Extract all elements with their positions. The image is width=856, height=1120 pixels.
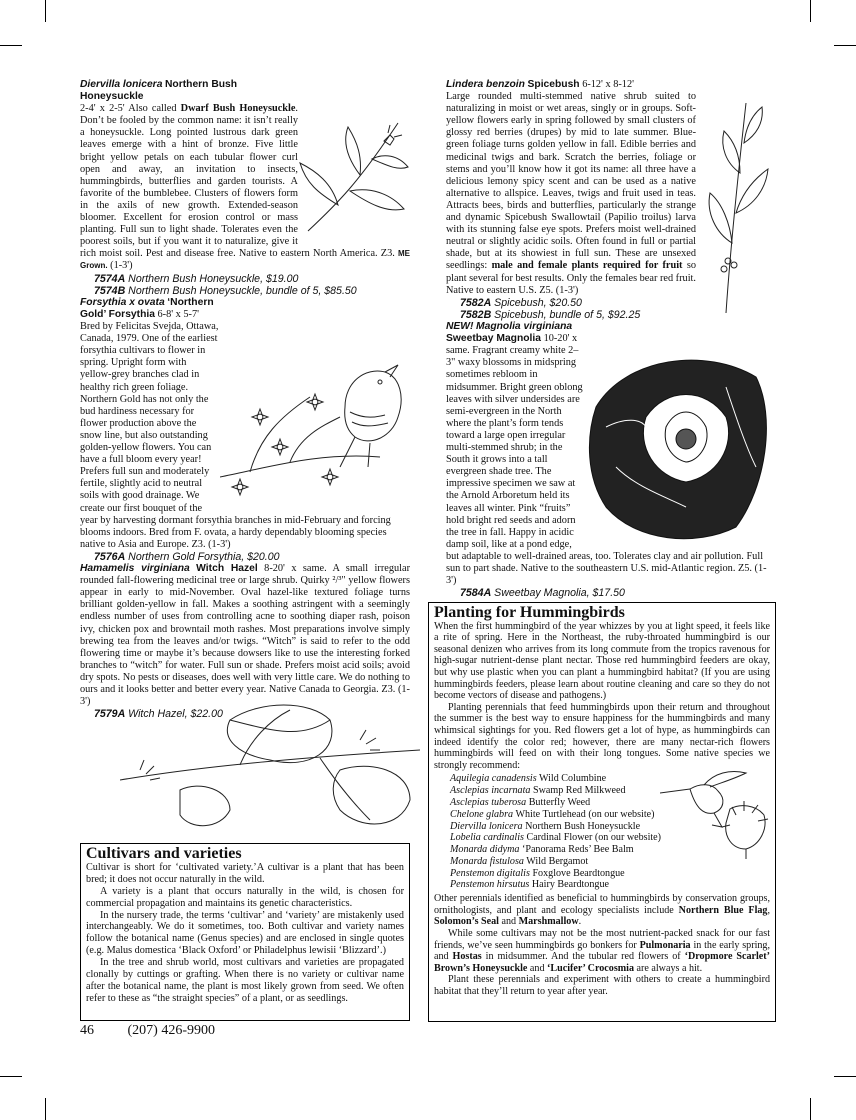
- p4-and: and: [529, 962, 545, 974]
- sku-code: 7584A: [460, 587, 492, 600]
- crop-mark: [0, 45, 22, 46]
- diervilla-latin: Diervilla lonicera: [80, 79, 163, 90]
- diervilla-entry: Diervilla lonicera Northern Bush Honeysuckle 2-4' x 2-5' Also called Dwarf Bush Honeysuckle. Don’t be fooled by the common name: it isn’t really a honeysuckle. Long pointed lustrous dark green leaves emerge with a hint of bronze. Five little bright yellow petals on each tubular flower curl open and away, an invitation to insects, hummingbirds, butterflies and garden tourists. A favorite of the bumblebee. Clusters of flowers form in the axils of new growth. Extended-season bloomer. Excellent for erosion control or mass planting. Full sun to light shade. Tolerates even the poorest soils, but if you want it to naturalize, give it rich moist soil. Pest and disease free. Native to eastern North America. Z3. ME Grown. (1-3') 7574A Northern Bush Honeysuckle, $19.00 7574B Northern Bush Honeysuckle, bundle of 5, $85.50: [80, 79, 410, 297]
- hummingbird-p1: When the first hummingbird of the year whizzes by you at light speed, it feels like a rite of spring. Here in the Northeast, the ruby-throated hummingbird is our seasonal denizen who arrives from its long commute from the tropics ravenous for high-sugar nutrient-dense plant nectar. Those red hummingbird feeders are okay, but why use plastic when you can plant a hummingbird habitat? (If you are using hummingbirds feeders, please learn about routine cleaning and care so they do not become vectors of disease and pathogens.): [434, 620, 770, 702]
- hummingbird-p5: Plant these perennials and experiment with others to create a hummingbird habitat that they’ll return to year after year.: [434, 974, 770, 998]
- plant-common: White Turtlehead (on our website): [515, 808, 655, 820]
- p4-crocosmia: ‘Lucifer’ Crocosmia: [547, 962, 635, 974]
- sku-line: [80, 273, 410, 285]
- sku-code: 7574B: [94, 284, 126, 297]
- lindera-body2: so plant several for best results. Only the females bear red fruit. Native to eastern U.S. Z5. (1-3'): [446, 260, 697, 296]
- p4-text: are always a hit.: [636, 962, 703, 974]
- crop-mark: [0, 1076, 22, 1077]
- diervilla-alt-name: Dwarf Bush Honeysuckle: [180, 103, 296, 115]
- sku-desc: Northern Bush Honeysuckle, bundle of 5, $85.50: [128, 284, 357, 297]
- p4-text: While some cultivars may not be the most nutrient-packed snack for our fast friends, we’ve seen hummingbirds go bonkers for: [434, 928, 770, 951]
- cultivars-p1: Cultivar is short for ‘cultivated variety.’A cultivar is a plant that has been bred; it does not occur naturally in the wild.: [86, 861, 404, 885]
- sku-line: [446, 587, 776, 599]
- sku-line: [80, 551, 410, 563]
- forsythia-common: ‘Northern Gold’ Forsythia: [80, 296, 214, 320]
- p3-text: Other perennials identified as beneficial to hummingbirds by conservation groups, ornithologists, and plant and ecology specialists include: [434, 893, 770, 916]
- plant-latin: Diervilla lonicera: [450, 820, 523, 832]
- p3-marshmallow: Marshmallow: [518, 916, 579, 928]
- lindera-bold-note: male and female plants required for fruit: [491, 260, 683, 272]
- crop-mark: [810, 0, 811, 22]
- sku-desc: Sweetbay Magnolia, $17.50: [494, 587, 625, 600]
- sku-desc: Spicebush, bundle of 5, $92.25: [494, 308, 641, 321]
- cultivars-p4: In the tree and shrub world, most cultivars and varieties are propagated clonally by cuttings or grafting. When there is no variety or cultivar name after the botanical name, the plant is most likely grown from seed. We often refer to these as “the straight species” of a plant, or as seedlings.: [86, 957, 404, 1004]
- magnolia-latin: Magnolia virginiana: [476, 321, 573, 333]
- sku-code: 7576A: [94, 550, 126, 563]
- diervilla-height: (1-3'): [110, 260, 133, 272]
- crop-mark: [45, 1098, 46, 1120]
- lindera-body: Large rounded multi-stemmed native shrub suited to naturalizing in moist or wet areas, singly or in groups. Soft-yellow flowers early in spring followed by small clusters of glossy red berries (drupes) by mid to late summer. Blue-green foliage turns golden yellow in fall. Edible berries and medicinal twigs and bark. Scratch the berries, foliage or stems and you’ll know how it got its name: all three have a delicious lemony spicy scent and can be used as a native alternative to allspice. Leaves, twigs and fruit used in teas. Attracts bees, birds and butterflies, particularly the strange and dynamic Spicebush Swallowtail (Papilio troilus) larva with its stunning false eye spots. Prefers moist well-drained neutral or slightly acidic soils. Often found in full or partial shade, but at its showiest in full sun. These are unsexed seedlings:: [446, 91, 696, 272]
- plant-latin: Monarda fistulosa: [450, 855, 524, 867]
- magnolia-entry: [446, 321, 776, 599]
- sku-desc: Northern Gold Forsythia, $20.00: [128, 550, 280, 563]
- forsythia-body: 6-8' x 5-7' Bred by Felicitas Svejda, Ottawa, Canada, 1979. One of the earliest forsythia cultivars to flower in spring. Upright form with yellow-grey branches clad in healthy rich green foliage. Northern Gold has not only the bud hardiness necessary for flower production above the snow line, but also outstanding golden-yellow flowers. You can have a full bloom every year! Prefers full sun and moderately fertile, slightly acid to neutral soils with good drainage. We create our first bouquet of the year by harvesting dormant forsythia branches in mid-February and forcing blooms indoors. Bred from F. ovata, a hardy dependably blooming species native to Asia and Europe. Z3. (1-3'): [80, 309, 391, 550]
- plant-latin: Asclepias tuberosa: [450, 796, 527, 808]
- diervilla-body: Don’t be fooled by the common name: it isn’t really a honeysuckle. Long pointed lustrous dark green leaves emerge with a hint of bronze. Five little bright yellow petals on each tubular flower curl open and away, an invitation to insects, hummingbirds, butterflies and garden tourists. A favorite of the bumblebee. Clusters of flowers form in the axils of new growth. Extended-season bloomer. Excellent for erosion control or mass planting. Full sun to light shade. Tolerates even the poorest soils, but if you want it to naturalize, give it rich moist soil. Pest and disease free. Native to eastern North America. Z3.: [80, 115, 395, 260]
- hummingbird-p4: [434, 928, 770, 974]
- p4-text: in the early spring, and: [434, 939, 770, 963]
- hummingbird-title: Planting for Hummingbirds: [434, 604, 625, 621]
- sku-code: 7582B: [460, 308, 492, 321]
- plant-latin: Aquilegia canadensis: [450, 773, 537, 785]
- left-column: [80, 79, 410, 720]
- cultivars-title: Cultivars and varieties: [86, 845, 242, 862]
- plant-list-item: [450, 868, 770, 880]
- hamamelis-latin: Hamamelis virginiana: [80, 563, 190, 575]
- spicebush-illustration: [696, 93, 776, 313]
- plant-common: Hairy Beardtongue: [531, 879, 609, 891]
- plant-latin: Penstemon digitalis: [450, 867, 530, 879]
- hummingbird-p3: Other perennials identified as beneficial to hummingbirds by conservation groups, ornithologists, and plant and ecology specialists include Northern Blue Flag, Solomon’s Seal and Marshmallow.: [434, 893, 770, 928]
- lindera-entry: [446, 79, 776, 321]
- cultivars-box: [80, 843, 410, 1021]
- page-footer: [80, 1023, 245, 1039]
- crop-mark: [810, 1098, 811, 1120]
- p3-solomons-seal: Solomon’s Seal: [434, 916, 499, 928]
- magnolia-new-label: NEW!: [446, 321, 474, 333]
- honeysuckle-illustration: [298, 113, 410, 239]
- sku-code: 7579A: [94, 708, 126, 721]
- hummingbird-illustration: [660, 769, 770, 859]
- phone-number: (207) 426-9900: [127, 1023, 215, 1038]
- p3-and: and: [501, 916, 517, 928]
- plant-latin: Asclepias incarnata: [450, 785, 531, 797]
- crop-mark: [834, 1076, 856, 1077]
- sku-code: 7574A: [94, 272, 126, 285]
- p4-pulmonaria: Pulmonaria: [639, 939, 691, 951]
- sku-desc: Spicebush, $20.50: [494, 296, 582, 309]
- hamamelis-body: 8-20' x same. A small irregular rounded fall-flowering medicinal tree or large shrub. Quirky ²/³" yellow flowers appear in early to mid-November. Oval hazel-like textured foliage turns brilliant golden-yellow in fall. Makes a soothing astringent with a seemingly endless number of uses from controlling acne to soothing diaper rash, poison ivy, chicken pox and browntail moth rashes. Most preparations involve simply brewing tea from the leaves and/or twigs. “Witch” is said to refer to the odd flowering time or maybe it’s because dowsers like to use the interesting forked branches to “witch” for water. Full sun or shade. Prefers moist acid soils; avoid dry spots. No pests or diseases, does well with very little care. We do nothing to ours and it looks better and better every year. Native Canada to Georgia. Z3. (1-3'): [80, 563, 410, 708]
- lindera-common: Spicebush: [527, 79, 580, 90]
- hamamelis-common: Witch Hazel: [196, 563, 258, 575]
- plant-latin: Lobelia cardinalis: [450, 832, 524, 844]
- plant-common: Swamp Red Milkweed: [533, 785, 626, 797]
- plant-latin: Penstemon hirsutus: [450, 879, 530, 891]
- right-column: [446, 79, 776, 599]
- crop-mark: [45, 0, 46, 22]
- forsythia-latin: Forsythia x ovata: [80, 296, 165, 308]
- forsythia-entry: [80, 297, 410, 563]
- crop-mark: [834, 45, 856, 46]
- plant-common: Northern Bush Honeysuckle: [525, 820, 641, 832]
- p4-text: in midsummer. And the tubular red flowers of: [485, 951, 681, 963]
- sku-desc: Northern Bush Honeysuckle, $19.00: [128, 272, 299, 285]
- diervilla-size: 2-4' x 2-5' Also called: [80, 103, 181, 115]
- sku-desc: Witch Hazel, $22.00: [128, 708, 223, 721]
- lindera-dims: 6-12' x 8-12': [582, 79, 634, 90]
- hummingbird-p2: Planting perennials that feed hummingbirds upon their return and throughout the summer is the best way to ensure happiness for the hummingbirds and many whimsical sightings for you. Red flowers get a lot of hype, as hummingbirds can indeed identify the color red; however, there are many nectar-rich flowers hummingbirds will feed on with their long tongues. Some native species we strongly recommend:: [434, 701, 770, 771]
- plant-common: Wild Columbine: [538, 773, 607, 785]
- cultivars-p3: In the nursery trade, the terms ‘cultivar’ and ‘variety’ are mistakenly used interchangeably. We do it sometimes, too. Both cultivar and variety names follow the botanical name (Genus species) and are enclosed in single quotes (e.g. Malus domestica ‘Black Oxford’ or Philadelphus lewisii ‘Blizzard’.): [86, 909, 404, 957]
- p4-hostas: Hostas: [452, 951, 482, 963]
- magnolia-common: Sweetbay Magnolia: [446, 333, 541, 345]
- plant-latin: Monarda didyma: [450, 844, 520, 856]
- cultivars-p2: A variety is a plant that occurs naturally in the wild, is chosen for commercial propagation and maintains its genetic characteristics.: [86, 885, 404, 909]
- diervilla-common: Northern Bush Honeysuckle: [80, 79, 238, 103]
- me-grown-badge: ME Grown.: [80, 249, 410, 271]
- plant-latin: Chelone glabra: [450, 808, 514, 820]
- plant-common: ‘Panorama Reds’ Bee Balm: [521, 844, 634, 856]
- page-number: 46: [80, 1023, 94, 1038]
- magnolia-illustration: [586, 347, 776, 547]
- sku-code: 7582A: [460, 296, 492, 309]
- plant-common: Foxglove Beardtongue: [532, 867, 625, 879]
- magnolia-body: 10-20' x same. Fragrant creamy white 2–3" waxy blossoms in midspring sometimes rebloom in midsummer. Bright green oblong leaves with silver undersides are semi-evergreen in the North where the plant’s form tends toward a large open irregular multi-stemmed shrub; in the South it grows into a tall evergreen shade tree. The impressive specimen we saw at the Arnold Arboretum held its leaves all winter. Pink “fruits” hold bright red seeds and adorn the tree in fall. Happy in acidic damp soil, like at a pond edge, but adaptable to well-drained areas, too. Tolerates clay and air pollution. Full sun to part shade. Native to the southeastern U.S. mid-Atlantic region. Z5. (1-3'): [446, 333, 767, 587]
- plant-common: Wild Bergamot: [526, 855, 589, 867]
- p4-honeysuckle: ‘Dropmore Scarlet’ Brown’s Honeysuckle: [434, 951, 770, 974]
- sku-line: [80, 285, 410, 297]
- witch-hazel-illustration: [120, 680, 420, 840]
- lindera-latin: Lindera benzoin: [446, 79, 525, 90]
- plant-common: Butterfly Weed: [528, 796, 591, 808]
- forsythia-bird-illustration: [220, 357, 410, 507]
- p3-blue-flag: Northern Blue Flag: [678, 904, 768, 916]
- plant-list-item: [450, 879, 770, 891]
- hummingbird-box: [428, 602, 776, 1022]
- plant-common: Cardinal Flower (on our website): [526, 832, 662, 844]
